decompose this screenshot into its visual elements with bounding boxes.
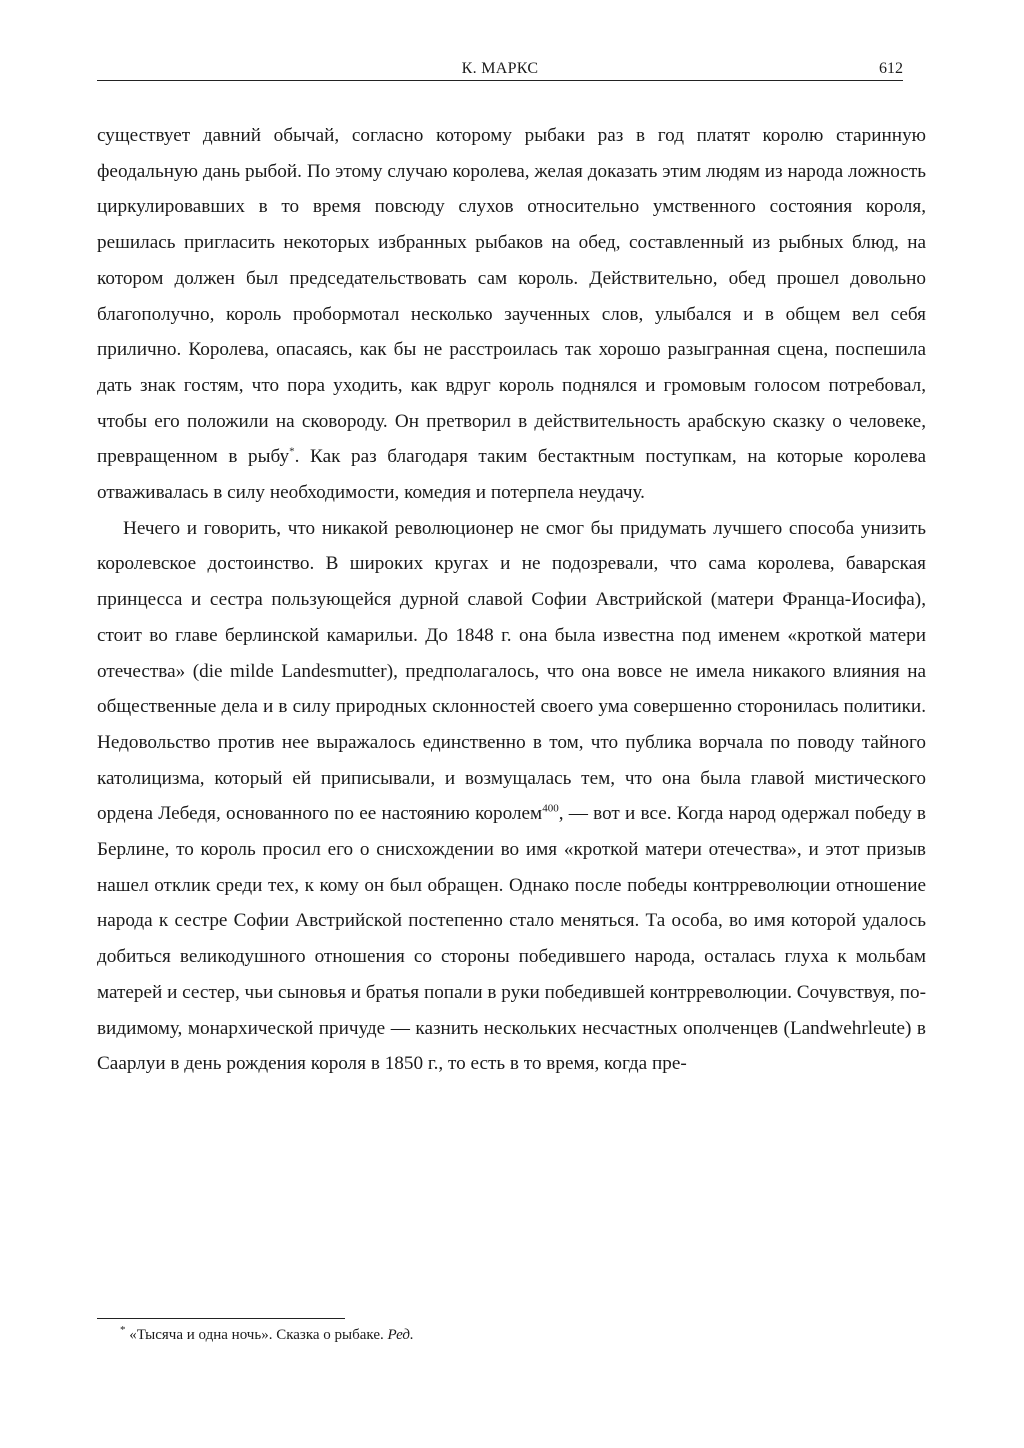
footnote-divider	[97, 1318, 345, 1319]
footnote-reference-mark: *	[289, 445, 295, 458]
endnote-reference-400: 400	[542, 802, 559, 815]
paragraph-2-text-a: Нечего и говорить, что никакой революционер не смог бы придумать лучшего способа унизить королевское достоинство. В широких кругах и не подозревали, что сама королева, баварская принцесса и сестра пользующейся дурной славой Софии Австрийской (матери Франца-Иосифа), стоит во главе берлинской камарильи. До 1848 г. она была известна под именем «кроткой матери отечества» (die milde Landesmutter), предполагалось, что она вовсе не имела никакого влияния на общественные дела и в силу природных склонностей своего ума совершенно сторонилась политики. Недовольство против нее выражалось единственно в том, что публика ворчала по поводу тайного католицизма, который ей приписывали, и возмущалась тем, что она была главой мистического ордена Лебедя, основанного по ее настоянию королем	[97, 517, 926, 825]
footnote-mark: *	[120, 1324, 126, 1336]
paragraph-1-text-a: существует давний обычай, согласно которому рыбаки раз в год платят королю старинную феодальную дань рыбой. По этому случаю королева, желая доказать этим людям из народа ложность циркулировавших в то время повсюду слухов относительно умственного состояния короля, решилась пригласить некоторых избранных рыбаков на обед, составленный из рыбных блюд, на котором должен был председательствовать сам король. Действительно, обед прошел довольно благополучно, король пробормотал несколько заученных слов, улыбался и в общем вел себя прилично. Королева, опасаясь, как бы не расстроилась так хорошо разыгранная сцена, поспешила дать знак гостям, что пора уходить, как вдруг король поднялся и громовым голосом потребовал, чтобы его положили на сковороду. Он претворил в действительность арабскую сказку о человеке, превращенном в рыбу	[97, 125, 926, 468]
paragraph-1-text-b: . Как раз благодаря таким бестактным поступкам, на которые королева отваживалась в силу необходимости, комедия и потерпела неудачу.	[97, 446, 927, 504]
paragraph-1	[97, 118, 926, 511]
footnote-text: «Тысяча и одна ночь». Сказка о рыбаке.	[125, 1327, 388, 1343]
page-number: 612	[879, 60, 903, 77]
paragraph-2	[97, 511, 926, 1082]
footnote	[120, 1324, 414, 1344]
header-author: К. МАРКС	[461, 60, 539, 77]
main-text	[97, 118, 926, 1082]
footnote-editor-note: Ред.	[387, 1327, 414, 1343]
running-header	[97, 60, 903, 81]
paragraph-2-text-b: , — вот и все. Когда народ одержал победу в Берлине, то король просил его о снисхождении во имя «кроткой матери отечества», и этот призыв нашел отклик среди тех, к кому он был обращен. Однако после победы контрреволюции отношение народа к сестре Софии Австрийской постепенно стало меняться. Та особа, во имя которой удалось добиться великодушного отношения со стороны победившего народа, осталась глуха к мольбам матерей и сестер, чьи сыновья и братья попали в руки победившей контрреволюции. Сочувствуя, по-видимому, монархической причуде — казнить нескольких несчастных ополченцев (Landwehrleute) в Саарлуи в день рождения короля в 1850 г., то есть в то время, когда пре-	[97, 803, 926, 1075]
